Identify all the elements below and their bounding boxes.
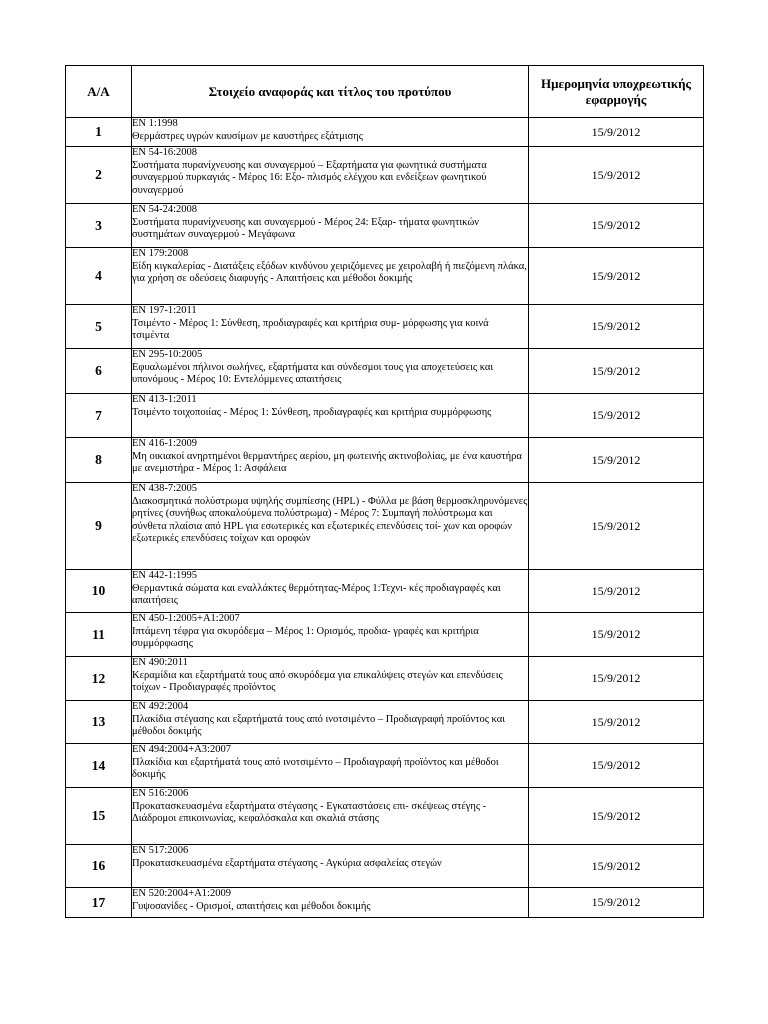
table-row	[66, 483, 704, 570]
standard-code: EN 490:2011	[132, 657, 188, 668]
standard-code: EN 413-1:2011	[132, 394, 197, 405]
standard-title: Γυψοσανίδες - Ορισμοί, απαιτήσεις και μέθοδοι δοκιμής	[132, 900, 371, 912]
row-number: 3	[66, 204, 132, 248]
standard-code: EN 517:2006	[132, 845, 189, 856]
row-number: 1	[66, 118, 132, 147]
row-number: 2	[66, 147, 132, 204]
mandatory-date: 15/9/2012	[529, 888, 704, 918]
standard-code: EN 295-10:2005	[132, 349, 203, 360]
table-row	[66, 147, 704, 204]
mandatory-date: 15/9/2012	[529, 701, 704, 744]
mandatory-date: 15/9/2012	[529, 483, 704, 570]
standard-description	[132, 438, 529, 483]
standard-code: EN 492:2004	[132, 701, 189, 712]
standard-description	[132, 248, 529, 305]
row-number: 4	[66, 248, 132, 305]
table-row	[66, 349, 704, 394]
row-number: 16	[66, 845, 132, 888]
table-row	[66, 701, 704, 744]
mandatory-date: 15/9/2012	[529, 788, 704, 845]
standard-description	[132, 613, 529, 657]
row-number: 5	[66, 305, 132, 349]
standard-description	[132, 744, 529, 788]
standard-description	[132, 118, 529, 147]
mandatory-date: 15/9/2012	[529, 349, 704, 394]
standard-title: Ιπτάμενη τέφρα για σκυρόδεμα – Μέρος 1: Ορισμός, προδια- γραφές και κριτήρια συμμόρφωσης	[132, 625, 479, 649]
standards-table	[65, 65, 704, 918]
mandatory-date: 15/9/2012	[529, 394, 704, 438]
table-row	[66, 118, 704, 147]
mandatory-date: 15/9/2012	[529, 744, 704, 788]
standard-code: EN 520:2004+A1:2009	[132, 888, 231, 899]
standard-description	[132, 888, 529, 918]
mandatory-date: 15/9/2012	[529, 657, 704, 701]
standard-description	[132, 570, 529, 613]
standard-title: Προκατασκευασμένα εξαρτήματα στέγασης - Αγκύρια ασφαλείας στεγών	[132, 857, 442, 869]
mandatory-date: 15/9/2012	[529, 845, 704, 888]
standard-code: EN 1:1998	[132, 118, 178, 129]
standard-title: Συστήματα πυρανίχνευσης και συναγερμού – Εξαρτήματα για φωνητικά συστήματα συναγερμού πυρκαγιάς - Μέρος 16: Εξο- πλισμός ελέγχου και ενδείξεων φωνητικού συναγερμού	[132, 159, 487, 196]
standard-description	[132, 657, 529, 701]
row-number: 9	[66, 483, 132, 570]
table-row	[66, 204, 704, 248]
row-number: 10	[66, 570, 132, 613]
standard-description	[132, 483, 529, 570]
standard-title: Τσιμέντο - Μέρος 1: Σύνθεση, προδιαγραφές και κριτήρια συμ- μόρφωσης για κοινά τσιμέντα	[132, 317, 489, 341]
mandatory-date: 15/9/2012	[529, 248, 704, 305]
standard-title: Κεραμίδια και εξαρτήματά τους από σκυρόδεμα για επικαλύψεις στεγών και επενδύσεις τοίχων - Προδιαγραφές προϊόντος	[132, 669, 503, 693]
table-row	[66, 248, 704, 305]
row-number: 8	[66, 438, 132, 483]
standard-description	[132, 394, 529, 438]
standard-title: Πλακίδια στέγασης και εξαρτήματά τους από ινοτσιμέντο – Προδιαγραφή προϊόντος και μέθοδοι δοκιμής	[132, 713, 506, 737]
standard-code: EN 438-7:2005	[132, 483, 198, 494]
mandatory-date: 15/9/2012	[529, 204, 704, 248]
table-row	[66, 305, 704, 349]
header-row	[66, 66, 704, 118]
row-number: 17	[66, 888, 132, 918]
standard-title: Πλακίδια και εξαρτήματά τους από ινοτσιμέντο – Προδιαγραφή προϊόντος και μέθοδοι δοκιμής	[132, 756, 499, 780]
table-row	[66, 744, 704, 788]
standard-code: EN 54-16:2008	[132, 147, 198, 158]
standard-title: Είδη κιγκαλερίας - Διατάξεις εξόδων κινδύνου χειριζόμενες με χειρολαβή ή πιεζόμενη πλάκα, για χρήση σε οδεύσεις διαφυγής - Απαιτήσεις και μέθοδοι δοκιμής	[132, 260, 527, 284]
header-aa: A/A	[66, 66, 132, 118]
table-row	[66, 888, 704, 918]
standard-title: Εφυαλωμένοι πήλινοι σωλήνες, εξαρτήματα και σύνδεσμοι τους για αποχετεύσεις και υπονόμους - Μέρος 10: Εντελόμμενες απαιτήσεις	[132, 361, 494, 385]
standard-title: Συστήματα πυρανίχνευσης και συναγερμού - Μέρος 24: Εξαρ- τήματα φωνητικών συστημάτων συναγερμού - Μεγάφωνα	[132, 216, 480, 240]
standard-title: Τσιμέντο τοιχοποιίας - Μέρος 1: Σύνθεση, προδιαγραφές και κριτήρια συμμόρφωσης	[132, 406, 492, 418]
row-number: 6	[66, 349, 132, 394]
standard-description	[132, 845, 529, 888]
standard-code: EN 442-1:1995	[132, 570, 198, 581]
row-number: 13	[66, 701, 132, 744]
row-number: 7	[66, 394, 132, 438]
header-mandatory-date: Ημερομηνία υποχρεωτικής εφαρμογής	[529, 66, 704, 118]
header-reference-title: Στοιχείο αναφοράς και τίτλος του προτύπου	[132, 66, 529, 118]
table-row	[66, 394, 704, 438]
standard-code: EN 416-1:2009	[132, 438, 198, 449]
standard-title: Θερμαντικά σώματα και εναλλάκτες θερμότητας-Μέρος 1:Τεχνι- κές προδιαγραφές και απαιτήσεις	[132, 582, 501, 606]
standard-title: Προκατασκευασμένα εξαρτήματα στέγασης - Εγκαταστάσεις επι- σκέψεως στέγης - Διάδρομοι επικοινωνίας, κεφαλόσκαλα και σκαλιά στάσης	[132, 800, 487, 824]
mandatory-date: 15/9/2012	[529, 438, 704, 483]
standard-code: EN 197-1:2011	[132, 305, 197, 316]
standard-code: EN 450-1:2005+A1:2007	[132, 613, 240, 624]
table-row	[66, 570, 704, 613]
standard-description	[132, 305, 529, 349]
table-row	[66, 613, 704, 657]
standard-code: EN 494:2004+A3:2007	[132, 744, 231, 755]
mandatory-date: 15/9/2012	[529, 613, 704, 657]
row-number: 11	[66, 613, 132, 657]
table-row	[66, 438, 704, 483]
standard-code: EN 54-24:2008	[132, 204, 198, 215]
row-number: 12	[66, 657, 132, 701]
mandatory-date: 15/9/2012	[529, 570, 704, 613]
standard-title: Θερμάστρες υγρών καυσίμων με καυστήρες εξάτμισης	[132, 130, 363, 142]
table-row	[66, 845, 704, 888]
standard-description	[132, 701, 529, 744]
mandatory-date: 15/9/2012	[529, 305, 704, 349]
standard-title: Διακοσμητικά πολύστρωμα υψηλής συμπίεσης (HPL) - Φύλλα με βάση θερμοσκληρυνόμενες ρητίνες (συνήθως αποκαλούμενα πολύστρωμα) - Μέρος 7: Συμπαγή πολύστρωμα και σύνθετα πλαίσια από HPL για εσωτερικές και εξωτερικές επενδύσεις τοί- χων και οροφών εξωτερικές επενδύσεις τοίχων και οροφών	[132, 495, 528, 544]
standard-description	[132, 147, 529, 204]
row-number: 14	[66, 744, 132, 788]
standard-description	[132, 349, 529, 394]
mandatory-date: 15/9/2012	[529, 118, 704, 147]
row-number: 15	[66, 788, 132, 845]
standard-title: Μη οικιακοί ανηρτημένοι θερμαντήρες αερίου, μη φωτεινής ακτινοβολίας, με ένα καυστήρα με ανεμιστήρα - Μέρος 1: Ασφάλεια	[132, 450, 522, 474]
standard-description	[132, 788, 529, 845]
standard-code: EN 516:2006	[132, 788, 189, 799]
standard-description	[132, 204, 529, 248]
table-row	[66, 657, 704, 701]
mandatory-date: 15/9/2012	[529, 147, 704, 204]
standard-code: EN 179:2008	[132, 248, 189, 259]
table-row	[66, 788, 704, 845]
